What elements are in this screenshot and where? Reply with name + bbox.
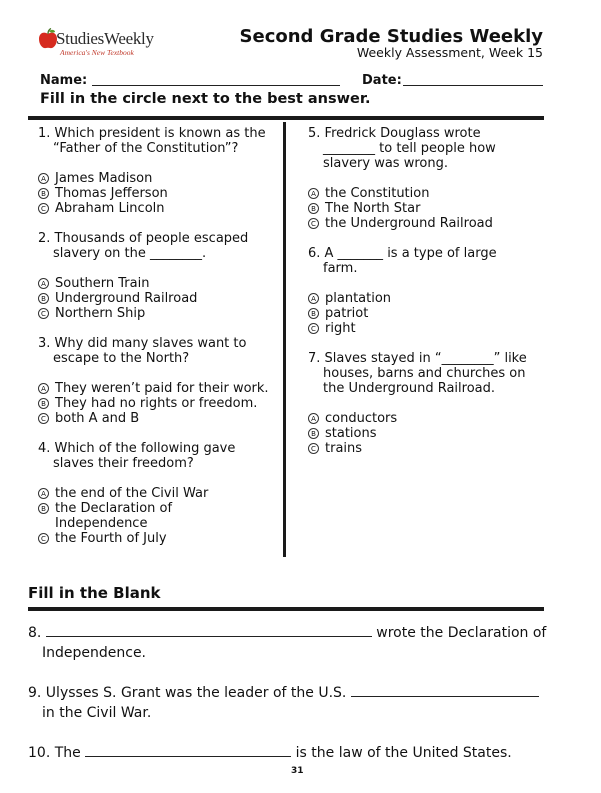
blank-question-10: [28, 743, 558, 763]
option-text: the Declaration of Independence: [55, 501, 173, 531]
answer-option[interactable]: [308, 441, 543, 456]
answer-bubble[interactable]: C: [308, 443, 319, 454]
option-text: They had no rights or freedom.: [55, 396, 258, 411]
option-text: the Underground Railroad: [325, 216, 493, 231]
answer-option[interactable]: [38, 501, 278, 531]
answer-option[interactable]: [308, 426, 543, 441]
answer-bubble[interactable]: C: [308, 218, 319, 229]
answer-bubble[interactable]: C: [308, 323, 319, 334]
option-text: James Madison: [55, 171, 153, 186]
answer-option[interactable]: [308, 186, 543, 201]
answer-bubble[interactable]: C: [38, 308, 49, 319]
answer-bubble[interactable]: B: [308, 308, 319, 319]
question-text: 2. Thousands of people escaped slavery on the ________.: [38, 231, 249, 261]
page-title: Second Grade Studies Weekly: [239, 26, 543, 47]
answer-option[interactable]: [38, 306, 278, 321]
question-6: [308, 246, 543, 336]
question-text: 9. Ulysses S. Grant was the leader of the U.S.: [28, 685, 347, 701]
answer-option[interactable]: [38, 171, 278, 186]
option-text: the Constitution: [325, 186, 430, 201]
answer-bubble[interactable]: B: [38, 188, 49, 199]
answer-option[interactable]: [38, 531, 278, 546]
option-text: Southern Train: [55, 276, 150, 291]
question-4: [38, 441, 278, 546]
option-text: plantation: [325, 291, 392, 306]
answer-option[interactable]: [308, 201, 543, 216]
question-text: 6. A _______ is a type of large farm.: [308, 246, 497, 276]
answer-bubble[interactable]: A: [308, 293, 319, 304]
question-text: 5. Fredrick Douglass wrote ________ to tell people how slavery was wrong.: [308, 126, 496, 171]
answer-bubble[interactable]: B: [308, 203, 319, 214]
option-text: stations: [325, 426, 377, 441]
answer-bubble[interactable]: A: [38, 488, 49, 499]
answer-bubble[interactable]: B: [308, 428, 319, 439]
studies-weekly-logo: [38, 28, 188, 58]
option-text: patriot: [325, 306, 369, 321]
question-text: wrote the Declaration of: [376, 625, 547, 641]
answer-option[interactable]: [38, 486, 278, 501]
answer-option[interactable]: [308, 306, 543, 321]
option-text: Underground Railroad: [55, 291, 198, 306]
answer-bubble[interactable]: C: [38, 413, 49, 424]
answer-blank[interactable]: [85, 743, 291, 757]
question-1: [38, 126, 278, 216]
answer-option[interactable]: [38, 381, 278, 396]
option-text: The North Star: [325, 201, 421, 216]
answer-blank[interactable]: [46, 623, 372, 637]
answer-bubble[interactable]: A: [38, 278, 49, 289]
blank-question-8: [28, 623, 558, 663]
option-text: both A and B: [55, 411, 140, 426]
question-7: [308, 351, 543, 456]
answer-option[interactable]: [308, 321, 543, 336]
date-field[interactable]: [403, 85, 543, 86]
question-text: Independence.: [42, 645, 147, 661]
answer-bubble[interactable]: A: [308, 413, 319, 424]
answer-bubble[interactable]: B: [38, 503, 49, 514]
question-text: 10. The: [28, 745, 81, 761]
answer-option[interactable]: [38, 411, 278, 426]
option-text: the end of the Civil War: [55, 486, 209, 501]
blank-question-9: [28, 683, 558, 723]
question-2: [38, 231, 278, 321]
question-text: 7. Slaves stayed in “________” like houses, barns and churches on the Underground Railroad.: [308, 351, 527, 396]
option-text: right: [325, 321, 356, 336]
answer-option[interactable]: [38, 186, 278, 201]
question-5: [308, 126, 543, 231]
question-text: 8.: [28, 625, 42, 641]
apple-icon: [38, 28, 58, 50]
question-text: is the law of the United States.: [295, 745, 512, 761]
name-field[interactable]: [92, 85, 340, 86]
option-text: Northern Ship: [55, 306, 146, 321]
answer-option[interactable]: [38, 276, 278, 291]
questions-right-column: [308, 126, 543, 456]
question-text: 3. Why did many slaves want to escape to the North?: [38, 336, 247, 366]
option-text: Abraham Lincoln: [55, 201, 165, 216]
answer-option[interactable]: [308, 291, 543, 306]
column-divider: [283, 122, 286, 557]
divider: [28, 116, 544, 120]
answer-bubble[interactable]: A: [38, 383, 49, 394]
answer-bubble[interactable]: B: [38, 398, 49, 409]
answer-option[interactable]: [308, 216, 543, 231]
answer-option[interactable]: [38, 396, 278, 411]
page-number: 31: [291, 766, 304, 776]
question-3: [38, 336, 278, 426]
logo-tagline: America's New Textbook: [60, 48, 134, 57]
name-label: Name:: [40, 73, 88, 88]
answer-bubble[interactable]: C: [38, 203, 49, 214]
divider: [28, 607, 544, 611]
date-label: Date:: [362, 73, 402, 88]
question-text: 4. Which of the following gave slaves their freedom?: [38, 441, 236, 471]
question-text: in the Civil War.: [42, 705, 152, 721]
option-text: trains: [325, 441, 363, 456]
option-text: conductors: [325, 411, 398, 426]
answer-option[interactable]: [38, 291, 278, 306]
page-subtitle: Weekly Assessment, Week 15: [356, 45, 543, 60]
logo-text: StudiesWeekly: [56, 29, 154, 48]
option-text: the Fourth of July: [55, 531, 167, 546]
answer-blank[interactable]: [351, 683, 539, 697]
answer-option[interactable]: [38, 201, 278, 216]
answer-bubble[interactable]: A: [308, 188, 319, 199]
question-text: 1. Which president is known as the “Father of the Constitution”?: [38, 126, 266, 156]
option-text: Thomas Jefferson: [55, 186, 168, 201]
answer-bubble[interactable]: B: [38, 293, 49, 304]
questions-left-column: [38, 126, 278, 546]
section-title: Fill in the Blank: [28, 584, 161, 602]
answer-bubble[interactable]: C: [38, 533, 49, 544]
option-text: They weren’t paid for their work.: [55, 381, 269, 396]
answer-bubble[interactable]: A: [38, 173, 49, 184]
answer-option[interactable]: [308, 411, 543, 426]
instructions: Fill in the circle next to the best answer.: [40, 91, 371, 107]
